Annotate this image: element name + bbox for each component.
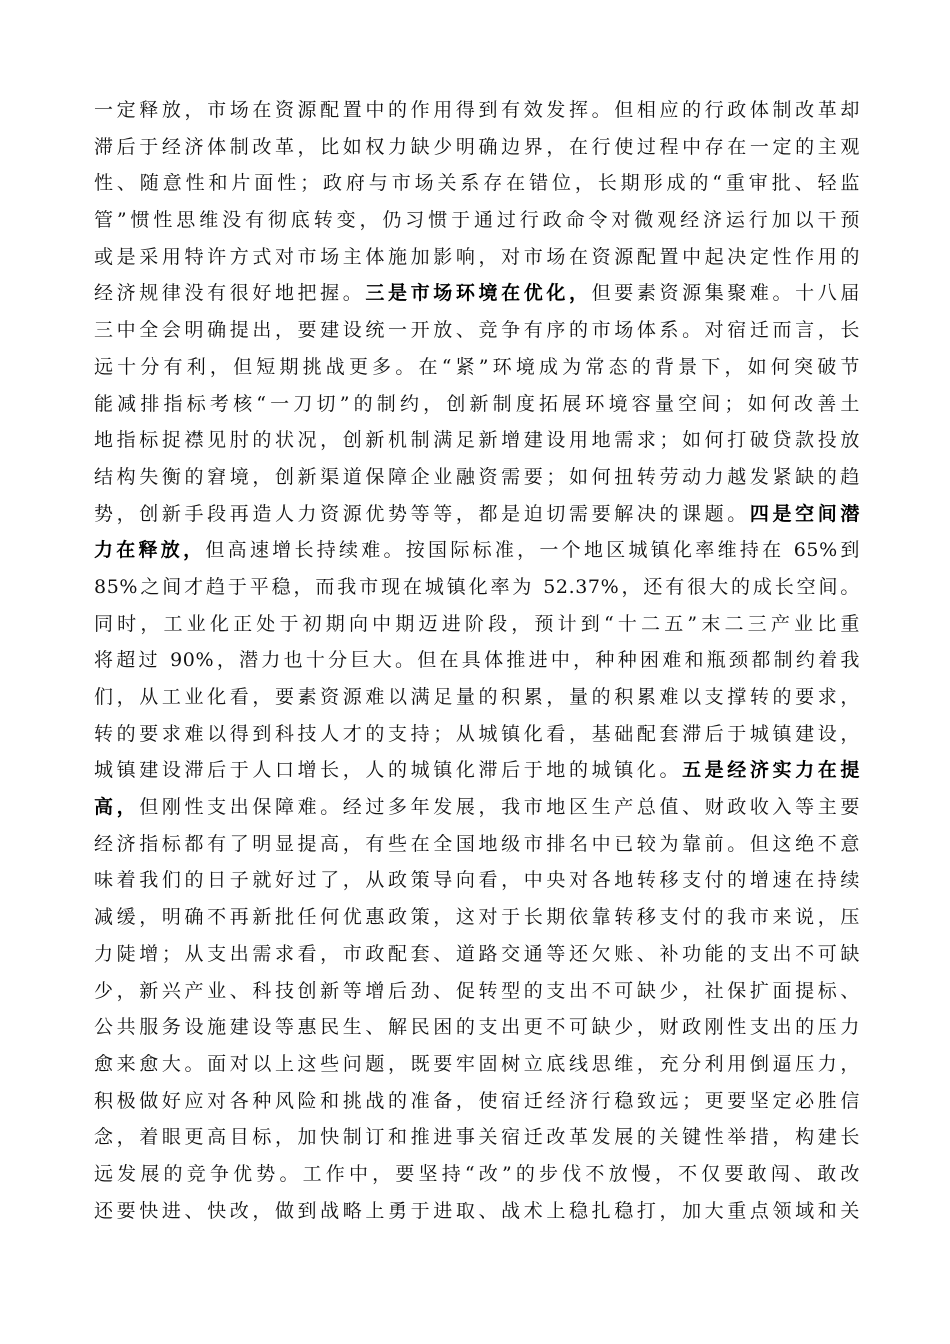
text-line xyxy=(94,422,860,459)
text-line xyxy=(94,716,860,753)
text-line xyxy=(94,606,860,643)
text-line xyxy=(94,1119,860,1156)
text-segment: 们，从工业化看，要素资源难以满足量的积累，量的积累难以支撑转的要求， xyxy=(94,686,860,708)
text-segment: 少，新兴产业、科技创新等增后劲、促转型的支出不可缺少，社保扩面提标、 xyxy=(94,979,860,1002)
text-line xyxy=(94,349,860,386)
text-line xyxy=(94,386,860,423)
text-line xyxy=(94,789,860,826)
text-segment: 愈来愈大。面对以上这些问题，既要牢固树立底线思维，充分利用倒逼压力， xyxy=(94,1052,860,1075)
text-line xyxy=(94,569,860,606)
bold-heading-phrase: 四是空间潜 xyxy=(749,502,860,525)
text-line xyxy=(94,642,860,679)
text-segment: 地指标捉襟见肘的状况，创新机制满足新增建设用地需求；如何打破贷款投放 xyxy=(94,429,860,452)
bold-heading-phrase: 力在释放， xyxy=(94,539,206,562)
text-segment: 能减排指标考核“一刀切”的制约，创新制度拓展环境容量空间；如何改善土 xyxy=(94,392,860,415)
text-line xyxy=(94,92,860,129)
text-line xyxy=(94,752,860,789)
text-segment: 但刚性支出保障难。经过多年发展，我市地区生产总值、财政收入等主要 xyxy=(139,796,861,819)
text-segment: 减缓，明确不再新批任何优惠政策，这对于长期依靠转移支付的我市来说，压 xyxy=(94,906,860,929)
text-segment: 味着我们的日子就好过了，从政策导向看，中央对各地转移支付的增速在持续 xyxy=(94,869,860,892)
text-line xyxy=(94,312,860,349)
text-segment: 经济指标都有了明显提高，有些在全国地级市排名中已较为靠前。但这绝不意 xyxy=(94,832,860,855)
text-line xyxy=(94,973,860,1010)
text-segment: 远发展的竞争优势。工作中，要坚持“改”的步伐不放慢，不仅要敢闯、敢改 xyxy=(94,1162,860,1185)
bold-heading-phrase: 高， xyxy=(94,796,140,819)
text-segment: 结构失衡的窘境，创新渠道保障企业融资需要；如何扭转劳动力越发紧缺的趋 xyxy=(94,465,860,488)
bold-heading-phrase: 五是经济实力在提 xyxy=(682,759,860,782)
body-text xyxy=(94,92,860,1229)
text-segment: 远十分有利，但短期挑战更多。在“紧”环境成为常态的背景下，如何突破节 xyxy=(94,355,860,378)
text-line xyxy=(94,862,860,899)
text-segment: 力陡增；从支出需求看，市政配套、道路交通等还欠账、补功能的支出不可缺 xyxy=(94,942,860,965)
text-segment: 积极做好应对各种风险和挑战的准备，使宿迁经济行稳致远；更要坚定必胜信 xyxy=(94,1089,860,1112)
text-segment: 公共服务设施建设等惠民生、解民困的支出更不可缺少，财政刚性支出的压力 xyxy=(94,1016,860,1039)
text-segment: 将超过 90%，潜力也十分巨大。但在具体推进中，种种困难和瓶颈都制约着我 xyxy=(94,649,860,672)
text-segment: 同时，工业化正处于初期向中期迈进阶段，预计到“十二五”末二三产业比重 xyxy=(94,612,860,635)
text-segment: 管”惯性思维没有彻底转变，仍习惯于通过行政命令对微观经济运行加以干预 xyxy=(94,209,860,232)
text-line xyxy=(94,899,860,936)
text-segment: 85%之间才趋于平稳，而我市现在城镇化率为 52.37%，还有很大的成长空间。 xyxy=(94,575,860,598)
text-line xyxy=(94,1083,860,1120)
text-segment: 念，着眼更高目标，加快制订和推进事关宿迁改革发展的关键性举措，构建长 xyxy=(94,1126,860,1149)
text-segment: 但要素资源集聚难。十八届 xyxy=(591,282,861,305)
text-segment: 经济规律没有很好地把握。 xyxy=(94,282,366,305)
text-line xyxy=(94,275,860,312)
text-segment: 但高速增长持续难。按国际标准，一个地区城镇化率维持在 65%到 xyxy=(205,539,860,562)
text-segment: 转的要求难以得到科技人才的支持；从城镇化看，基础配套滞后于城镇建设， xyxy=(94,722,860,745)
text-segment: 城镇建设滞后于人口增长，人的城镇化滞后于地的城镇化。 xyxy=(94,759,683,782)
text-line xyxy=(94,1009,860,1046)
text-segment: 或是采用特许方式对市场主体施加影响，对市场在资源配置中起决定性作用的 xyxy=(94,245,860,268)
text-line xyxy=(94,459,860,496)
text-line xyxy=(94,496,860,533)
text-line xyxy=(94,826,860,863)
text-segment: 还要快进、快改，做到战略上勇于进取、战术上稳扎稳打，加大重点领域和关 xyxy=(94,1199,860,1222)
text-line xyxy=(94,239,860,276)
text-line xyxy=(94,1156,860,1193)
text-segment: 势，创新手段再造人力资源优势等等，都是迫切需要解决的课题。 xyxy=(94,502,750,525)
text-line xyxy=(94,532,860,569)
text-line xyxy=(94,165,860,202)
text-segment: 性、随意性和片面性；政府与市场关系存在错位，长期形成的“重审批、轻监 xyxy=(94,172,860,195)
text-line xyxy=(94,1046,860,1083)
text-line xyxy=(94,1193,860,1230)
text-segment: 一定释放，市场在资源配置中的作用得到有效发挥。但相应的行政体制改革却 xyxy=(94,99,860,121)
text-line xyxy=(94,679,860,716)
text-line xyxy=(94,936,860,973)
bold-heading-phrase: 三是市场环境在优化， xyxy=(365,282,592,305)
text-line xyxy=(94,202,860,239)
text-line xyxy=(94,129,860,166)
text-segment: 滞后于经济体制改革，比如权力缺少明确边界，在行使过程中存在一定的主观 xyxy=(94,135,860,158)
text-segment: 三中全会明确提出，要建设统一开放、竞争有序的市场体系。对宿迁而言，长 xyxy=(94,319,860,342)
